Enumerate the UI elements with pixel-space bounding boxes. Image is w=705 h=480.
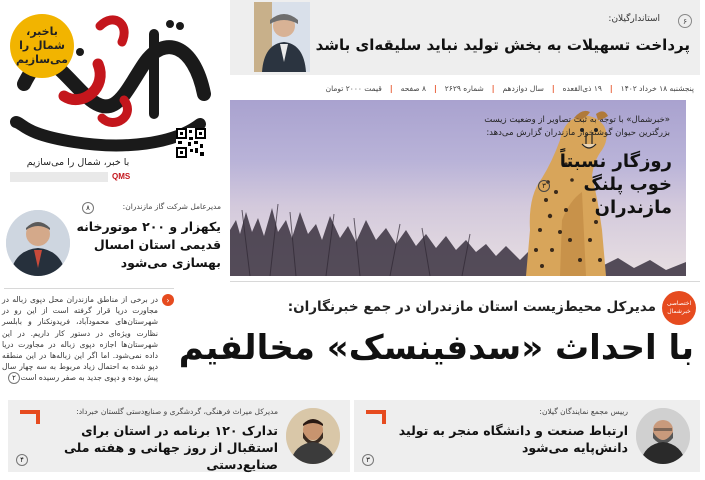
slogan-badge: باخبر، شمال را می‌سازیم — [10, 14, 74, 78]
sponsor-strip — [10, 172, 108, 182]
qms-label: QMS — [112, 172, 131, 181]
divider — [230, 281, 700, 282]
masthead — [0, 0, 225, 198]
page-number: ۳ — [362, 454, 374, 466]
divider — [4, 288, 174, 289]
bottom-left-headline[interactable]: تدارک ۱۲۰ برنامه در استان برای استقبال از روز جهانی و هفته ملی صنایع‌دستی — [64, 423, 278, 472]
price: قیمت ۲۰۰۰ تومان — [325, 83, 382, 93]
issue-info-bar — [230, 79, 700, 97]
separator-icon: | — [491, 83, 495, 93]
separator-icon: | — [609, 83, 613, 93]
separator-icon: | — [434, 83, 437, 93]
page-number: ۲ — [8, 372, 20, 384]
main-story[interactable] — [178, 285, 700, 395]
heritage-official-photo — [286, 408, 340, 464]
bottom-right-headline[interactable]: ارتباط صنعت و دانشگاه منجر به تولید دانش‌پایه می‌شود — [398, 423, 628, 455]
lead-kicker: «خبرشمال» با توجه به ثبت تصاویر از وضعیت زیست بزرگترین حیوان گوشتخوار مازندران گزارش می‌دهد: — [484, 115, 670, 138]
bottom-left-kicker: مدیرکل میراث فرهنگی، گردشگری و صنایع‌دستی گلستان خبرداد: — [76, 407, 278, 416]
top-headline[interactable]: پرداخت تسهیلات به بخش تولید نباید سلیقه‌ای باشد — [315, 36, 690, 54]
person-photo-icon — [286, 408, 340, 464]
top-kicker: استاندارگیلان: — [608, 14, 660, 24]
exclusive-badge: اختصاصی خبرشمال — [662, 291, 696, 325]
person-photo-icon — [636, 408, 690, 464]
top-story[interactable] — [230, 0, 700, 75]
representative-photo — [636, 408, 690, 464]
issue-date: پنجشنبه ۱۸ خرداد ۱۴۰۲ — [620, 83, 694, 93]
page-number: ۶ — [678, 14, 692, 28]
separator-icon: | — [551, 83, 555, 93]
left-kicker: مدیرعامل شرکت گاز مازندران: — [122, 202, 221, 211]
corner-bracket-icon — [20, 410, 40, 424]
person-photo-icon — [6, 210, 70, 276]
page-count: ۸ صفحه — [400, 83, 427, 93]
person-photo-icon — [254, 2, 310, 72]
main-headline[interactable]: با احداث «سدفینسک» مخالفیم — [178, 328, 694, 368]
hijri-date: ۱۹ ذی‌القعده — [562, 83, 602, 93]
gas-company-brief[interactable] — [0, 200, 225, 280]
bottom-right-story[interactable] — [354, 400, 700, 472]
side-story[interactable] — [4, 294, 174, 390]
page-number: ۸ — [82, 202, 94, 214]
qr-code-icon — [176, 128, 206, 158]
governor-photo — [254, 2, 310, 72]
separator-icon: | — [389, 83, 393, 93]
page-number: ۳ — [538, 180, 550, 192]
arrow-left-icon: ‹ — [162, 294, 174, 306]
masthead-slogan: با خبر، شمال را می‌سازیم — [26, 157, 130, 168]
bottom-right-kicker: رییس مجمع نمایندگان گیلان: — [539, 407, 628, 416]
volume-year: سال دوازدهم — [502, 83, 544, 93]
official-photo — [6, 210, 70, 276]
bottom-left-story[interactable] — [8, 400, 350, 472]
issue-number: شماره ۲۶۲۹ — [444, 83, 484, 93]
page-number: ۴ — [16, 454, 28, 466]
lead-headline[interactable]: روزگار نسبتاً خوب پلنگ مازندران — [559, 151, 672, 218]
corner-bracket-icon — [366, 410, 386, 424]
lead-story[interactable] — [230, 100, 686, 276]
main-kicker: مدیرکل محیط‌زیست استان مازندران در جمع خبرنگاران: — [287, 299, 656, 315]
side-text: در برخی از مناطق مازندران محل دپوی زباله در مجاورت دریا قرار گرفته است از این رو در شهرستان‌های محمودآباد، فریدونکنار و بابلسر نظارت ویژه‌ای در دستور کار داریم. در این شهرستان‌ها اجازه دپوی زباله در مجاورت دریا داده نمی‌شود. اما اگر این زباله‌ها در این منطقه دپو شده به احتمال زیاد مربوط به سه چهار سال پیش بوده و دپوی جدید به صفر رسیده است. — [2, 295, 158, 383]
left-headline[interactable]: یکهزار و ۲۰۰ موتورخانه قدیمی استان امسال بهسازی می‌شود — [76, 219, 221, 270]
